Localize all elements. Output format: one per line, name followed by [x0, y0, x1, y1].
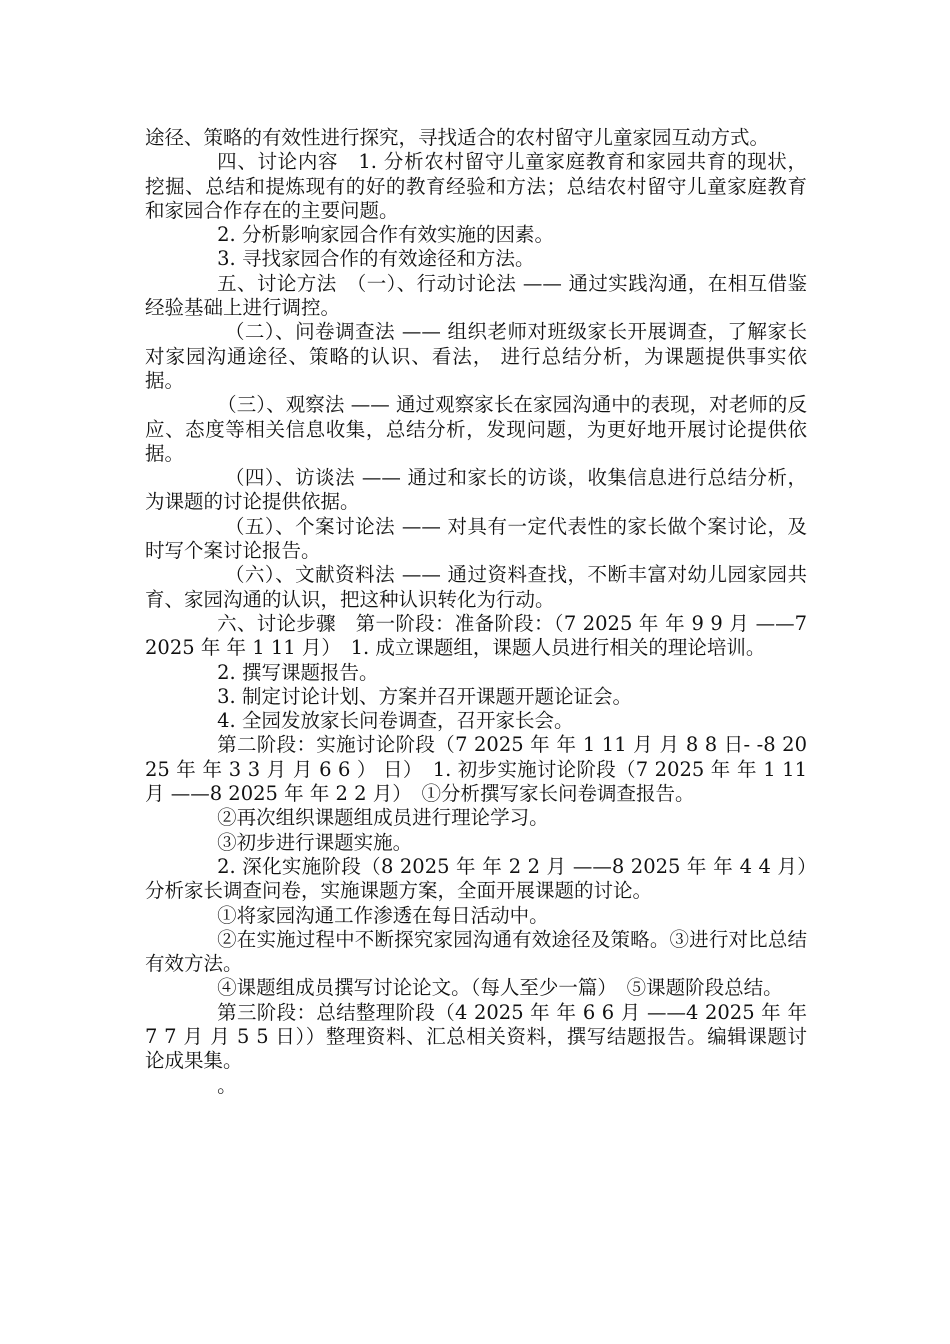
paragraph-method-case-study: （五）、个案讨论法 —— 对具有一定代表性的家长做个案讨论，及时写个案讨论报告。 — [145, 514, 807, 563]
paragraph-deepen-item-4-5: ④课题组成员撰写讨论论文。（每人至少一篇） ⑤课题阶段总结。 — [217, 976, 783, 1000]
paragraph-deepen-item-1: ①将家园沟通工作渗透在每日活动中。 — [217, 903, 549, 927]
paragraph-step-3: 3. 制定讨论计划、方案并召开课题开题论证会。 — [217, 684, 632, 708]
paragraph-section-4-content: 四、讨论内容 1. 分析农村留守儿童家庭教育和家园共育的现状，挖掘、总结和提炼现有的好的教育经验和方法；总结农村留守儿童家庭教育和家园合作存在的主要问题。 — [145, 150, 807, 222]
paragraph-item-2: 2. 分析影响家园合作有效实施的因素。 — [217, 223, 554, 247]
paragraph-section-5-methods: 五、讨论方法 （一）、行动讨论法 —— 通过实践沟通，在相互借鉴经验基础上进行调控。 — [145, 271, 807, 320]
document-body — [145, 126, 807, 1098]
paragraph-section-6-steps: 六、讨论步骤 第一阶段：准备阶段：（7 2025 年 年 9 9 月 ——7 2025 年 年 1 11 月） 1. 成立课题组，课题人员进行相关的理论培训。 — [145, 611, 807, 660]
paragraph-method-interview: （四）、访谈法 —— 通过和家长的访谈，收集信息进行总结分析，为课题的讨论提供依据。 — [145, 466, 807, 514]
paragraph-phase-2-item-3: ③初步进行课题实施。 — [217, 830, 413, 854]
paragraph-intro-continuation: 途径、策略的有效性进行探究，寻找适合的农村留守儿童家园互动方式。 — [145, 126, 770, 149]
paragraph-deepen-stage: 2. 深化实施阶段（8 2025 年 年 2 2 月 ——8 2025 年 年 4 4 月）分析家长调查问卷，实施课题方案，全面开展课题的讨论。 — [145, 854, 807, 903]
paragraph-phase-3: 第三阶段：总结整理阶段（4 2025 年 年 6 6 月 ——4 2025 年 年 7 7 月 月 5 5 日））整理资料、汇总相关资料，撰写结题报告。编辑课题讨论成果集。 — [145, 1000, 807, 1073]
paragraph-trailing-mark: 。 — [217, 1073, 237, 1097]
paragraph-method-questionnaire: （二）、问卷调查法 —— 组织老师对班级家长开展调查，了解家长对家园沟通途径、策略的认识、看法， 进行总结分析，为课题提供事实依据。 — [145, 320, 807, 392]
paragraph-step-4: 4. 全园发放家长问卷调查，召开家长会。 — [217, 709, 574, 733]
paragraph-item-3: 3. 寻找家园合作的有效途径和方法。 — [217, 247, 535, 271]
paragraph-phase-2-item-2: ②再次组织课题组成员进行理论学习。 — [217, 806, 549, 830]
paragraph-deepen-item-2-3: ②在实施过程中不断探究家园沟通有效途径及策略。③进行对比总结有效方法。 — [145, 927, 807, 976]
paragraph-step-2: 2. 撰写课题报告。 — [217, 660, 379, 684]
paragraph-method-literature: （六）、文献资料法 —— 通过资料查找，不断丰富对幼儿园家园共育、家园沟通的认识，把这种认识转化为行动。 — [145, 563, 807, 611]
paragraph-phase-2: 第二阶段：实施讨论阶段（7 2025 年 年 1 11 月 月 8 8 日- -8 2025 年 年 3 3 月 月 6 6 ） 日） 1. 初步实施讨论阶段（7 2025 年 年 1 11 月 ——8 2025 年 年 2 2 月） ①分析撰写家长问卷调查报告。 — [145, 733, 807, 806]
paragraph-method-observation: （三）、观察法 —— 通过观察家长在家园沟通中的表现，对老师的反应、态度等相关信息收集，总结分析，发现问题，为更好地开展讨论提供依据。 — [145, 393, 807, 465]
